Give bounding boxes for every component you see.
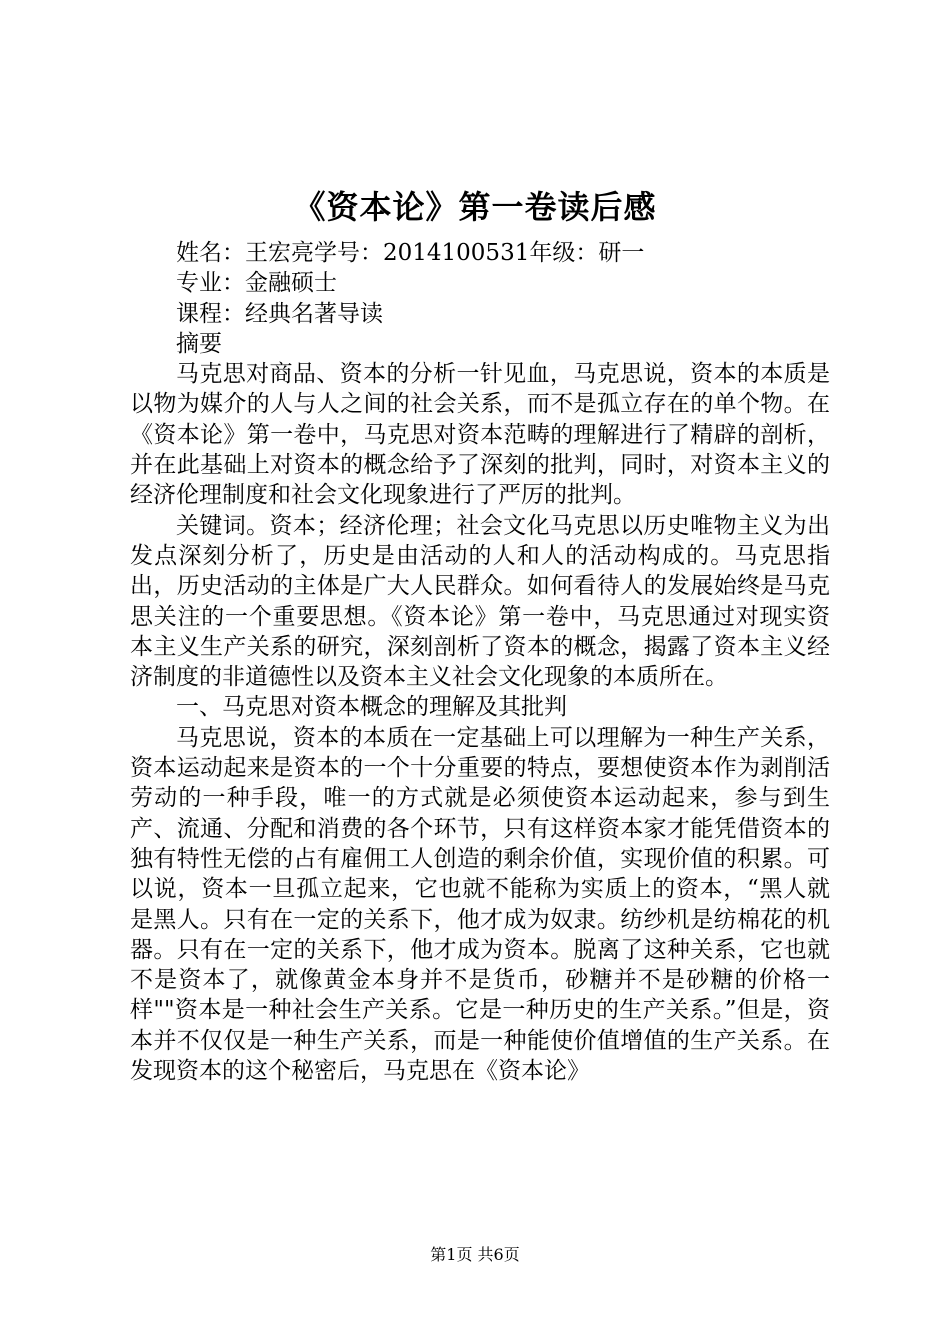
abstract-paragraph: 马克思对商品、资本的分析一针见血，马克思说，资本的本质是以物为媒介的人与人之间的社会关系，而不是孤立存在的单个物。在《资本论》第一卷中，马克思对资本范畴的理解进行了精辟的剖析，并在此基础上对资本的概念给予了深刻的批判，同时，对资本主义的经济伦理制度和社会文化现象进行了严厉的批判。 <box>130 361 830 509</box>
major-line: 专业：金融硕士 <box>176 270 337 297</box>
document-body <box>130 238 830 1086</box>
body-paragraph: 马克思说，资本的本质在一定基础上可以理解为一种生产关系，资本运动起来是资本的一个十分重要的特点，要想使资本作为剥削活劳动的一种手段，唯一的方式就是必须使资本运动起来，参与到生产、流通、分配和消费的各个环节，只有这样资本家才能凭借资本的独有特性无偿的占有雇佣工人创造的剩余价值，实现价值的积累。可以说，资本一旦孤立起来，它也就不能称为实质上的资本，“黑人就是黑人。只有在一定的关系下，他才成为奴隶。纺纱机是纺棉花的机器。只有在一定的关系下，他才成为资本。脱离了这种关系，它也就不是资本了，就像黄金本身并不是货币，砂糖并不是砂糖的价格一样""资本是一种社会生产关系。它是一种历史的生产关系。”但是，资本并不仅仅是一种生产关系，而是一种能使价值增值的生产关系。在发现资本的这个秘密后，马克思在《资本论》 <box>130 724 830 1085</box>
document-title: 《资本论》第一卷读后感 <box>293 188 657 226</box>
course-line: 课程：经典名著导读 <box>176 300 383 327</box>
section-heading: 一、马克思对资本概念的理解及其批判 <box>176 694 567 721</box>
keywords-paragraph: 关键词。资本；经济伦理；社会文化马克思以历史唯物主义为出发点深刻分析了，历史是由活动的人和人的活动构成的。马克思指出，历史活动的主体是广大人民群众。如何看待人的发展始终是马克思关注的一个重要思想。《资本论》第一卷中，马克思通过对现实资本主义生产关系的研究，深刻剖析了资本的概念，揭露了资本主义经济制度的非道德性以及资本主义社会文化现象的本质所在。 <box>130 512 830 691</box>
abstract-heading: 摘要 <box>176 330 222 357</box>
author-info-line: 姓名：王宏亮学号：2014100531年级：研一 <box>176 240 645 266</box>
page-footer: 第1页 共6页 <box>430 1245 520 1264</box>
